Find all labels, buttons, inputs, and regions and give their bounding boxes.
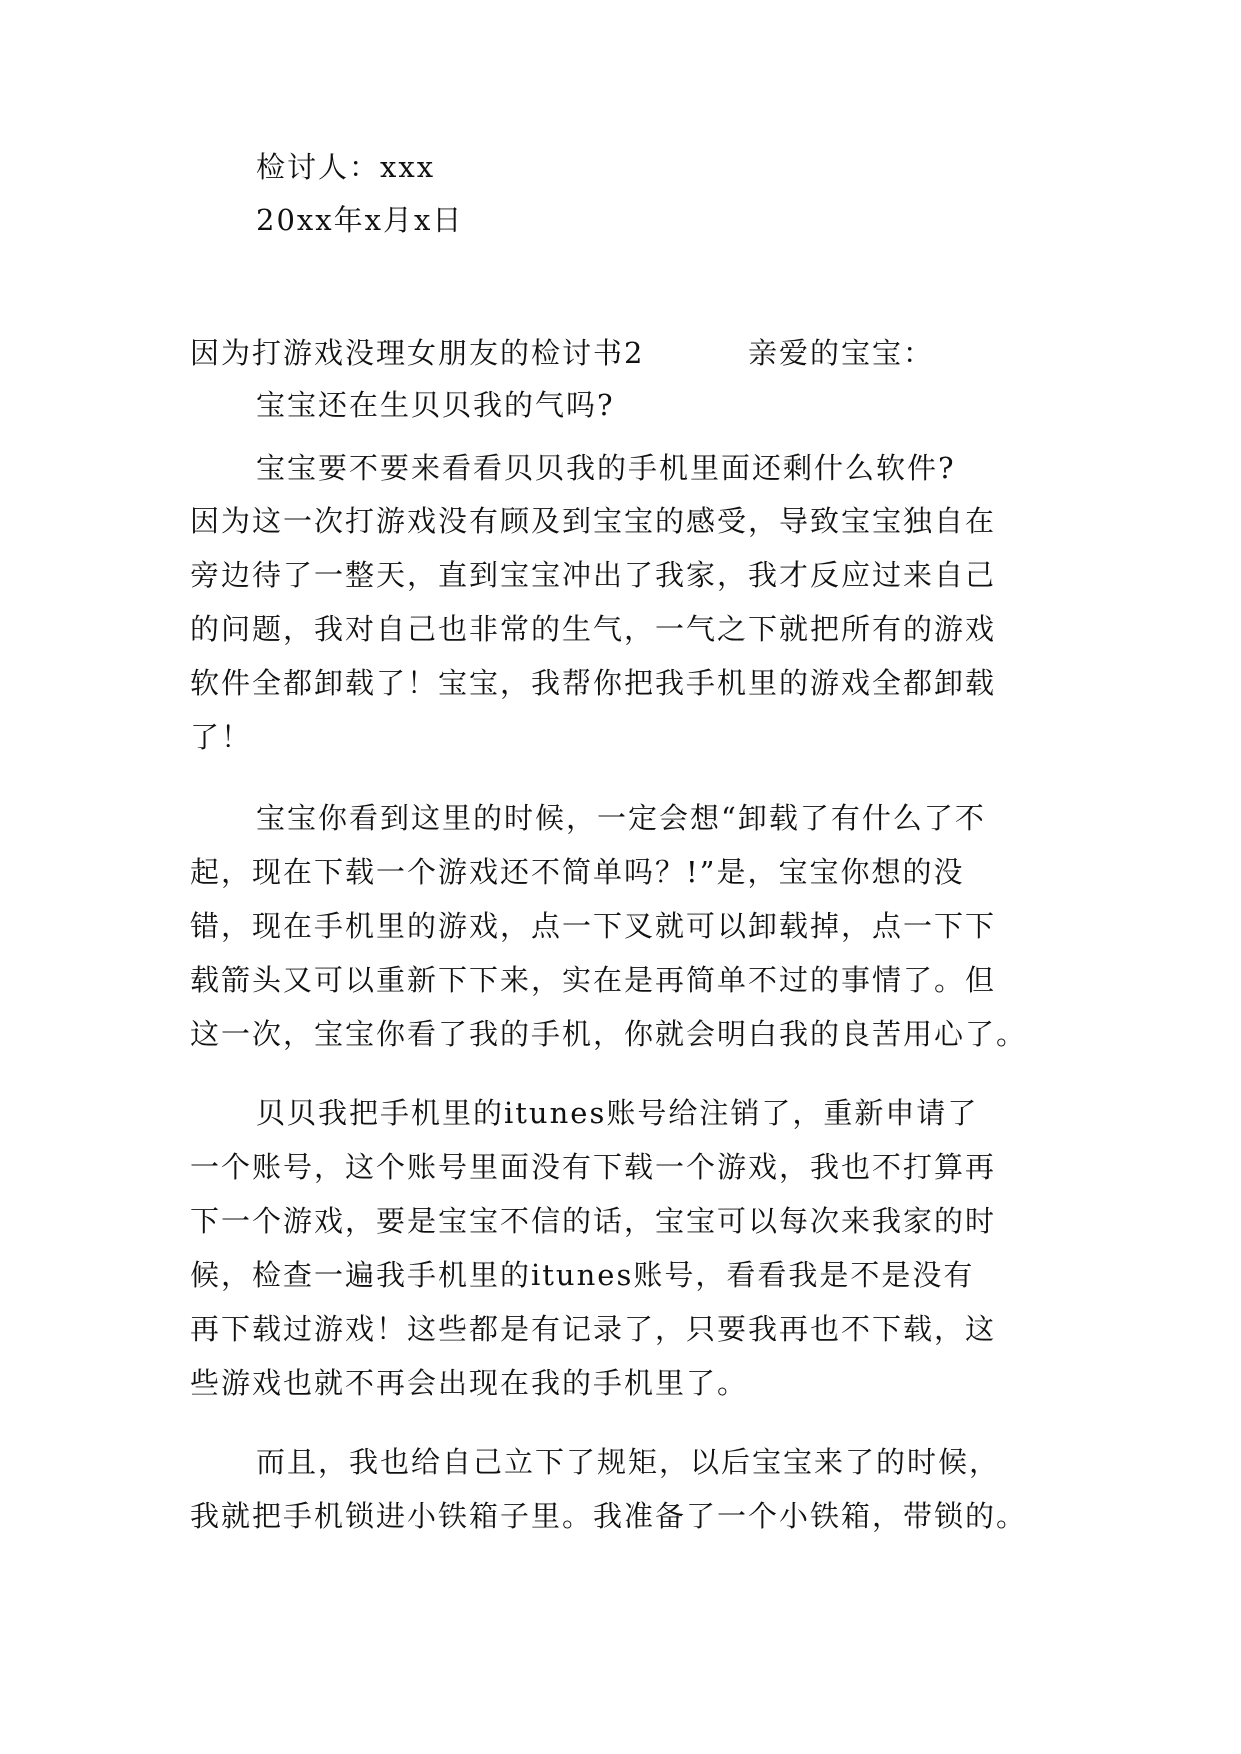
body-line: 软件全都卸载了！宝宝，我帮你把我手机里的游戏全都卸载 — [190, 666, 997, 700]
body-line: 起，现在下载一个游戏还不简单吗？!”是，宝宝你想的没 — [190, 855, 965, 889]
body-line: 了！ — [190, 720, 253, 754]
body-line: 载箭头又可以重新下下来，实在是再简单不过的事情了。但 — [190, 963, 997, 997]
body-line: 贝贝我把手机里的itunes账号给注销了，重新申请了 — [256, 1096, 979, 1130]
body-line: 错，现在手机里的游戏，点一下叉就可以卸载掉，点一下下 — [190, 909, 997, 943]
salutation: 亲爱的宝宝： — [748, 336, 935, 370]
signature-date: 20xx年x月x日 — [256, 203, 464, 237]
body-line: 下一个游戏，要是宝宝不信的话，宝宝可以每次来我家的时 — [190, 1204, 997, 1238]
body-line: 再下载过游戏！这些都是有记录了，只要我再也不下载，这 — [190, 1312, 997, 1346]
body-line: 些游戏也就不再会出现在我的手机里了。 — [190, 1366, 749, 1400]
body-line: 宝宝还在生贝贝我的气吗? — [256, 388, 615, 422]
body-line: 而且，我也给自己立下了规矩，以后宝宝来了的时候， — [256, 1445, 1001, 1479]
body-line: 这一次，宝宝你看了我的手机，你就会明白我的良苦用心了。 — [190, 1017, 1028, 1051]
body-line: 因为这一次打游戏没有顾及到宝宝的感受，导致宝宝独自在 — [190, 504, 997, 538]
body-line: 宝宝你看到这里的时候，一定会想“卸载了有什么了不 — [256, 801, 986, 835]
body-line: 我就把手机锁进小铁箱子里。我准备了一个小铁箱，带锁的。 — [190, 1499, 1028, 1533]
body-line: 一个账号，这个账号里面没有下载一个游戏，我也不打算再 — [190, 1150, 997, 1184]
body-line: 宝宝要不要来看看贝贝我的手机里面还剩什么软件? — [256, 451, 956, 485]
body-line: 的问题，我对自己也非常的生气，一气之下就把所有的游戏 — [190, 612, 997, 646]
body-line: 旁边待了一整天，直到宝宝冲出了我家，我才反应过来自己 — [190, 558, 997, 592]
reviewer-signature: 检讨人：xxx — [256, 150, 436, 184]
body-line: 候，检查一遍我手机里的itunes账号，看看我是不是没有 — [190, 1258, 975, 1292]
document-title: 因为打游戏没理女朋友的检讨书2 — [190, 336, 645, 370]
